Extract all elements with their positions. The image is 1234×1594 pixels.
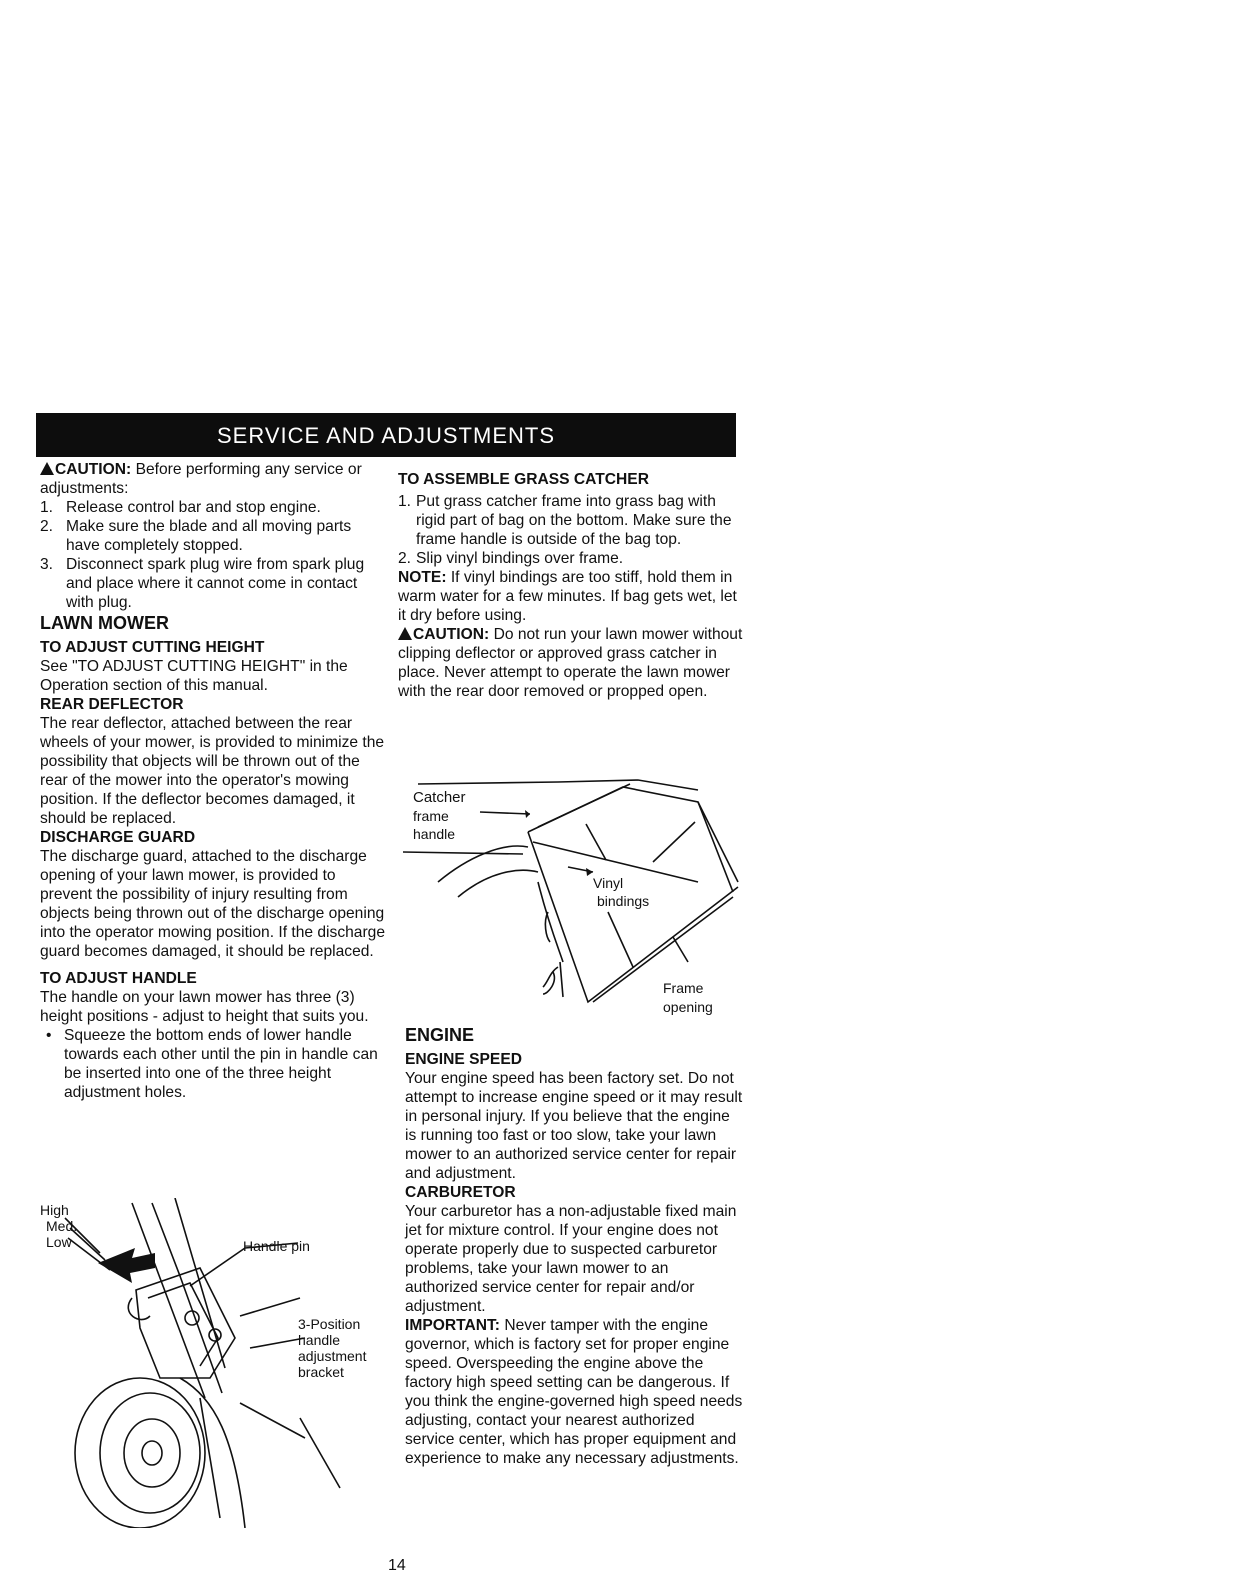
important-text: Never tamper with the engine governor, which is factory set for proper engine speed. Overspeeding the engine above the factory high speed setting can be dangerous. If you think the engine-governed high speed needs adjusting, contact your nearest authorized service center, which has proper equipment and experience to make any necessary adjustments. <box>405 1317 743 1467</box>
list-item <box>40 1026 385 1102</box>
caution-step <box>40 498 385 517</box>
caution-label: CAUTION: <box>55 461 132 478</box>
left-column <box>40 460 385 1102</box>
engine-speed-heading: ENGINE SPEED <box>405 1051 522 1068</box>
label-line: Frame <box>663 980 704 996</box>
assemble-step <box>398 549 743 568</box>
label-line: Vinyl <box>593 875 624 891</box>
warning-triangle-icon <box>40 462 54 475</box>
label-line: 3-Position <box>298 1316 361 1332</box>
step-text: Put grass catcher frame into grass bag with rigid part of bag on the bottom. Make sure the frame handle is outside of the bag top. <box>416 493 732 548</box>
right-column-top <box>398 470 743 701</box>
right-column-bottom <box>405 1024 745 1468</box>
important-label: IMPORTANT: <box>405 1317 500 1334</box>
label-line: bracket <box>298 1364 344 1380</box>
carburetor-heading: CARBURETOR <box>405 1184 516 1201</box>
label-handle-pin: Handle pin <box>243 1238 310 1254</box>
assemble-steps <box>398 492 743 568</box>
step-text: Release control bar and stop engine. <box>66 499 321 516</box>
arrow-icon <box>98 1248 155 1283</box>
label-high: High <box>40 1202 69 1218</box>
carburetor-text: Your carburetor has a non-adjustable fixed main jet for mixture control. If your engine does not operate properly due to suspected carburetor problems, take your lawn mower to an authorized service center for repair and/or adjustment. <box>405 1203 737 1315</box>
label-frame-opening <box>663 980 713 1015</box>
important-paragraph <box>405 1316 745 1468</box>
label-catcher-frame-handle <box>413 790 466 842</box>
step-number: 3. <box>40 556 54 573</box>
lawn-mower-heading: LAWN MOWER <box>40 613 169 633</box>
adjust-handle-heading: TO ADJUST HANDLE <box>40 970 197 987</box>
label-line: opening <box>663 999 713 1015</box>
note-paragraph <box>398 568 743 625</box>
bullet-text: Squeeze the bottom ends of lower handle towards each other until the pin in handle can be inserted into one of the three height adjustment holes. <box>64 1027 378 1101</box>
step-number: 1. <box>398 493 412 510</box>
label-med: Med. <box>46 1218 78 1234</box>
caution-step <box>40 555 385 612</box>
cutting-height-heading: TO ADJUST CUTTING HEIGHT <box>40 639 265 656</box>
section-banner: SERVICE AND ADJUSTMENTS <box>36 413 736 457</box>
step-number: 2. <box>40 518 54 535</box>
step-text: Disconnect spark plug wire from spark plug and place where it cannot come in contact with plug. <box>66 556 365 611</box>
label-line: Catcher <box>413 789 466 806</box>
cutting-height-text: See "TO ADJUST CUTTING HEIGHT" in the Operation section of this manual. <box>40 658 348 694</box>
caution-label: CAUTION: <box>413 626 490 643</box>
warning-triangle-icon <box>398 627 412 640</box>
discharge-guard-heading: DISCHARGE GUARD <box>40 829 196 846</box>
label-line: bindings <box>597 893 650 909</box>
label-line: handle <box>413 826 456 842</box>
caution-paragraph <box>398 625 743 701</box>
page-number: 14 <box>388 1557 406 1574</box>
engine-heading: ENGINE <box>405 1025 475 1045</box>
bullet-icon: • <box>46 1027 52 1044</box>
label-line: frame <box>413 808 449 824</box>
caution-text: Before performing any service or adjustments: <box>40 461 362 497</box>
caution-steps <box>40 498 385 612</box>
discharge-guard-text: The discharge guard, attached to the discharge opening of your lawn mower, is provided to prevent the possibility of injury resulting from objects being thrown out of the discharge opening into the operator mowing position. If the discharge guard becomes damaged, it should be replaced. <box>40 848 385 960</box>
label-line: adjustment <box>298 1348 367 1364</box>
handle-adjustment-figure <box>40 1198 390 1528</box>
note-text: If vinyl bindings are too stiff, hold them in warm water for a few minutes. If bag gets wet, let it dry before using. <box>398 569 737 624</box>
step-text: Make sure the blade and all moving parts have completely stopped. <box>66 518 352 554</box>
rear-deflector-heading: REAR DEFLECTOR <box>40 696 184 713</box>
label-bracket <box>298 1316 366 1380</box>
adjust-handle-text: The handle on your lawn mower has three (3) height positions - adjust to height that suits you. <box>40 989 369 1025</box>
rear-deflector-text: The rear deflector, attached between the rear wheels of your mower, is provided to minimize the possibility that objects will be thrown out of the rear of the mower into the operator's mowing position. If the deflector becomes damaged, it should be replaced. <box>40 715 385 827</box>
label-line: handle <box>298 1332 341 1348</box>
caution-text: Do not run your lawn mower without clipping deflector or approved grass catcher in place. Never attempt to operate the lawn mower with the rear door removed or propped open. <box>398 626 743 700</box>
caution-paragraph <box>40 460 385 498</box>
assemble-step <box>398 492 743 549</box>
engine-speed-text: Your engine speed has been factory set. Do not attempt to increase engine speed or it may result in personal injury. If you believe that the engine is running too fast or too slow, take your lawn mower to an authorized service center for repair and adjustment. <box>405 1070 743 1182</box>
step-number: 2. <box>398 550 412 567</box>
adjust-handle-list <box>40 1026 385 1102</box>
step-number: 1. <box>40 499 54 516</box>
caution-step <box>40 517 385 555</box>
label-low: Low <box>46 1234 72 1250</box>
label-vinyl-bindings <box>593 875 649 909</box>
assemble-heading: TO ASSEMBLE GRASS CATCHER <box>398 471 649 488</box>
note-label: NOTE: <box>398 569 447 586</box>
step-text: Slip vinyl bindings over frame. <box>416 550 624 567</box>
grass-catcher-figure <box>398 772 743 1022</box>
